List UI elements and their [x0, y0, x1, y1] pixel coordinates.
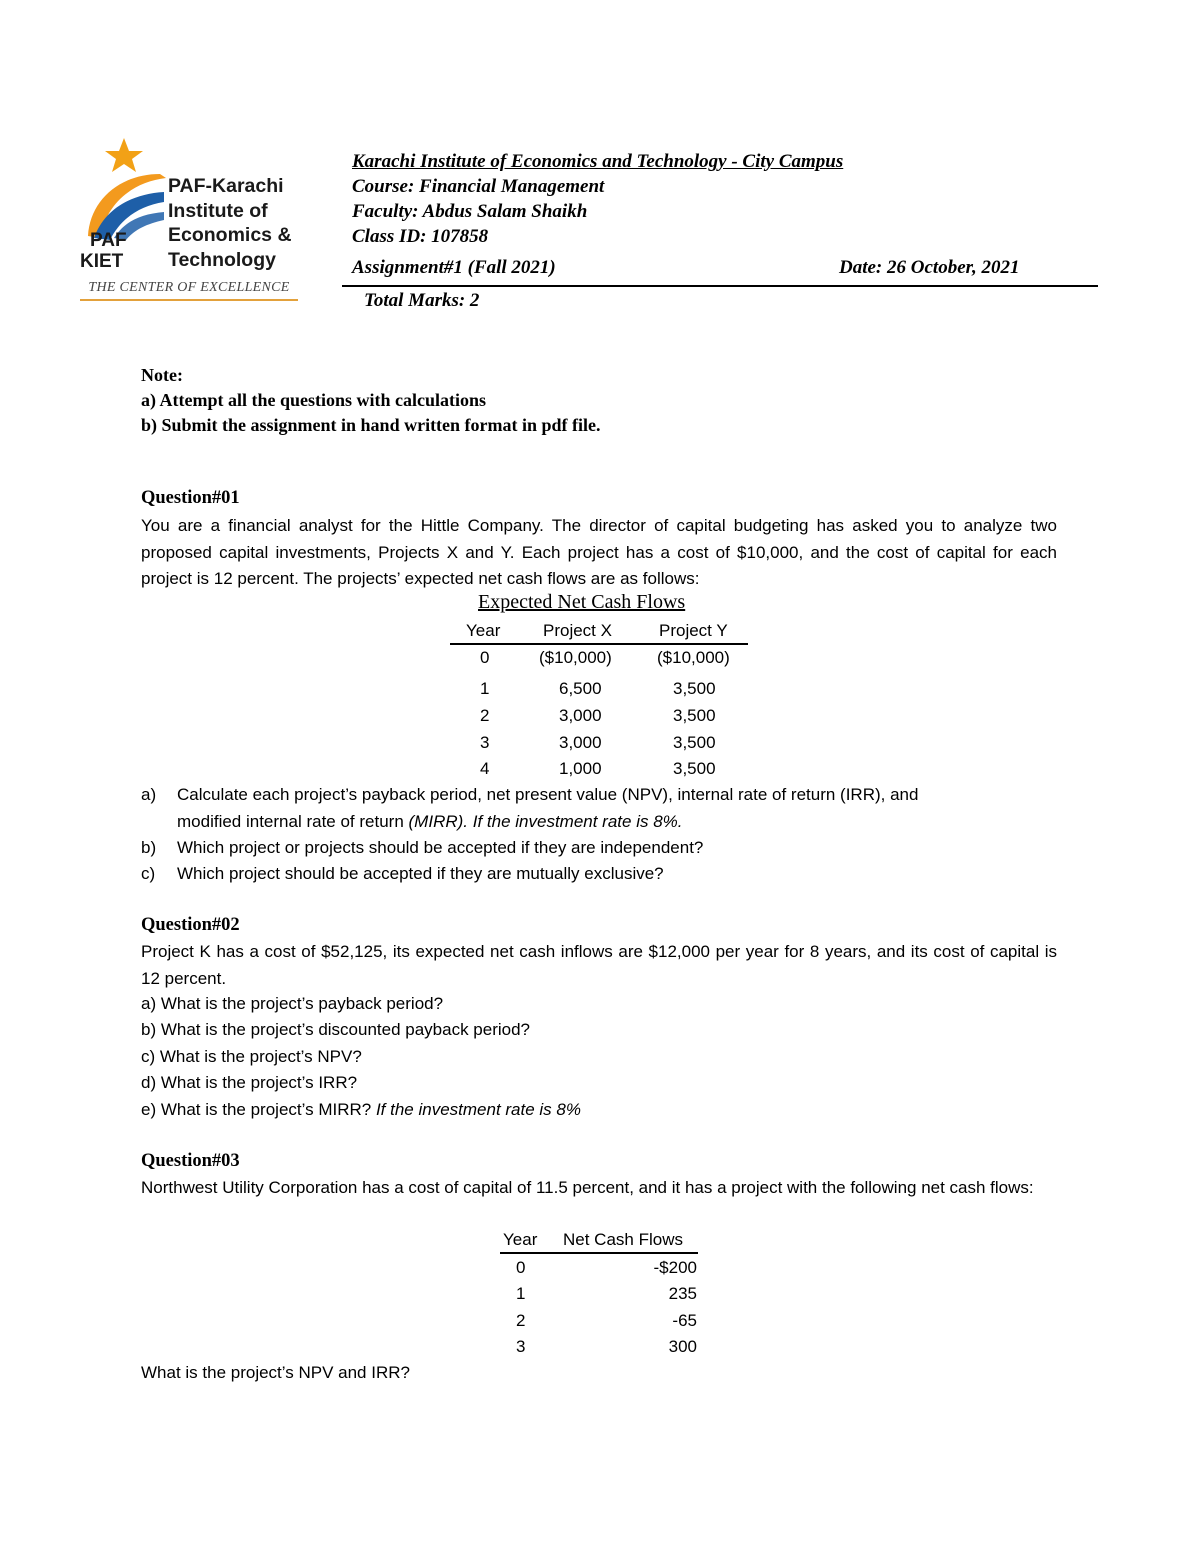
class-id: Class ID: 107858 — [352, 226, 489, 247]
table-cell: 6,500 — [559, 679, 602, 698]
header-divider — [342, 285, 1098, 287]
table-cell: 1,000 — [559, 759, 602, 778]
question-1-text: You are a financial analyst for the Hittle Company. The director of capital budgeting has asked you to analyze two proposed capital investments, Projects X and Y. Each project has a cost of $10,000, and the cost of capital for each project is 12 percent. The projects’ expected net cash flows are as follows: — [141, 516, 1057, 588]
table-cell: 1 — [480, 679, 490, 698]
q2-part-a: a) What is the project’s payback period? — [141, 994, 444, 1013]
logo-line4: Technology — [168, 248, 276, 271]
q3-question: What is the project’s NPV and IRR? — [141, 1363, 410, 1382]
logo-wordmark — [168, 174, 292, 272]
q3-header-rule — [500, 1252, 698, 1254]
q1-header-rule — [450, 643, 748, 645]
q1-table-caption: Expected Net Cash Flows — [478, 591, 686, 613]
logo-kiet: KIET — [80, 251, 124, 272]
logo-divider — [80, 299, 298, 301]
institute-logo — [80, 138, 302, 308]
note-title: Note: — [141, 365, 183, 385]
q3-header-net-cash-flows: Net Cash Flows — [563, 1230, 683, 1249]
table-cell: 3,000 — [559, 733, 602, 752]
q1-header-project-x: Project X — [543, 621, 612, 640]
question-3-heading: Question#03 — [141, 1151, 240, 1171]
q1-header-year: Year — [466, 621, 501, 640]
logo-paf: PAF — [90, 230, 127, 251]
table-cell: 300 — [668, 1337, 697, 1356]
course: Course: Financial Management — [352, 176, 605, 197]
q2-part-e-line — [141, 1100, 581, 1120]
table-cell: 3,000 — [559, 706, 602, 725]
table-cell: 235 — [668, 1284, 697, 1303]
note-item-b: b) Submit the assignment in hand written format in pdf file. — [141, 415, 601, 435]
logo-line1: PAF-Karachi — [168, 175, 284, 197]
table-cell: 2 — [480, 706, 490, 725]
question-3-text: Northwest Utility Corporation has a cost of capital of 11.5 percent, and it has a project with the following net cash flows: — [141, 1178, 1034, 1197]
q1-part-b-label: b) — [141, 838, 157, 857]
table-cell: 3,500 — [673, 733, 716, 752]
q1-part-c-text: Which project should be accepted if they are mutually exclusive? — [177, 864, 664, 883]
logo-tagline: THE CENTER OF EXCELLENCE — [88, 280, 290, 295]
assignment-date: Date: 26 October, 2021 — [839, 257, 1020, 278]
assignment-title: Assignment#1 (Fall 2021) — [352, 257, 556, 278]
table-cell: ($10,000) — [657, 648, 730, 667]
table-cell: -$200 — [653, 1258, 697, 1277]
q1-part-b-text: Which project or projects should be accepted if they are independent? — [177, 838, 704, 857]
table-cell: 4 — [480, 759, 490, 778]
table-cell: 3 — [516, 1337, 526, 1356]
q2-part-e-italic: If the investment rate is 8% — [375, 1100, 581, 1119]
q1-part-a-cont — [177, 812, 683, 832]
logo-line3: Economics & — [168, 224, 292, 246]
q1-part-a-label: a) — [141, 785, 157, 804]
logo-star-icon — [105, 138, 143, 172]
institute-name: Karachi Institute of Economics and Technology - City Campus — [352, 151, 844, 172]
q1-header-project-y: Project Y — [659, 621, 728, 640]
q2-part-b: b) What is the project’s discounted payback period? — [141, 1020, 531, 1039]
q3-header-year: Year — [503, 1230, 538, 1249]
table-cell: 3 — [480, 733, 490, 752]
q1-part-c-label: c) — [141, 864, 156, 883]
logo-line2: Institute of — [168, 199, 268, 222]
faculty: Faculty: Abdus Salam Shaikh — [352, 201, 588, 222]
q1-part-a-text2-italic: (MIRR). If the investment rate is 8%. — [403, 812, 683, 831]
table-cell: 0 — [480, 648, 490, 667]
table-cell: ($10,000) — [539, 648, 612, 667]
table-cell: 0 — [516, 1258, 526, 1277]
q1-part-a-text2: modified internal rate of return — [177, 812, 404, 831]
q2-part-d: d) What is the project’s IRR? — [141, 1073, 358, 1092]
q2-part-e: e) What is the project’s MIRR? — [141, 1100, 376, 1119]
q2-part-c: c) What is the project’s NPV? — [141, 1047, 362, 1066]
question-1-heading: Question#01 — [141, 488, 240, 508]
table-cell: 3,500 — [673, 679, 716, 698]
q1-part-a-text: Calculate each project’s payback period, net present value (NPV), internal rate of return (IRR), and — [177, 785, 919, 804]
note-item-a: a) Attempt all the questions with calculations — [141, 390, 487, 410]
table-cell: 2 — [516, 1311, 526, 1330]
question-2-heading: Question#02 — [141, 915, 240, 935]
question-2-text: Project K has a cost of $52,125, its expected net cash inflows are $12,000 per year for 8 years, and its cost of capital is 12 percent. — [141, 942, 1057, 988]
table-cell: -65 — [672, 1311, 697, 1330]
total-marks: Total Marks: 2 — [364, 290, 480, 311]
table-cell: 1 — [516, 1284, 526, 1303]
table-cell: 3,500 — [673, 706, 716, 725]
table-cell: 3,500 — [673, 759, 716, 778]
